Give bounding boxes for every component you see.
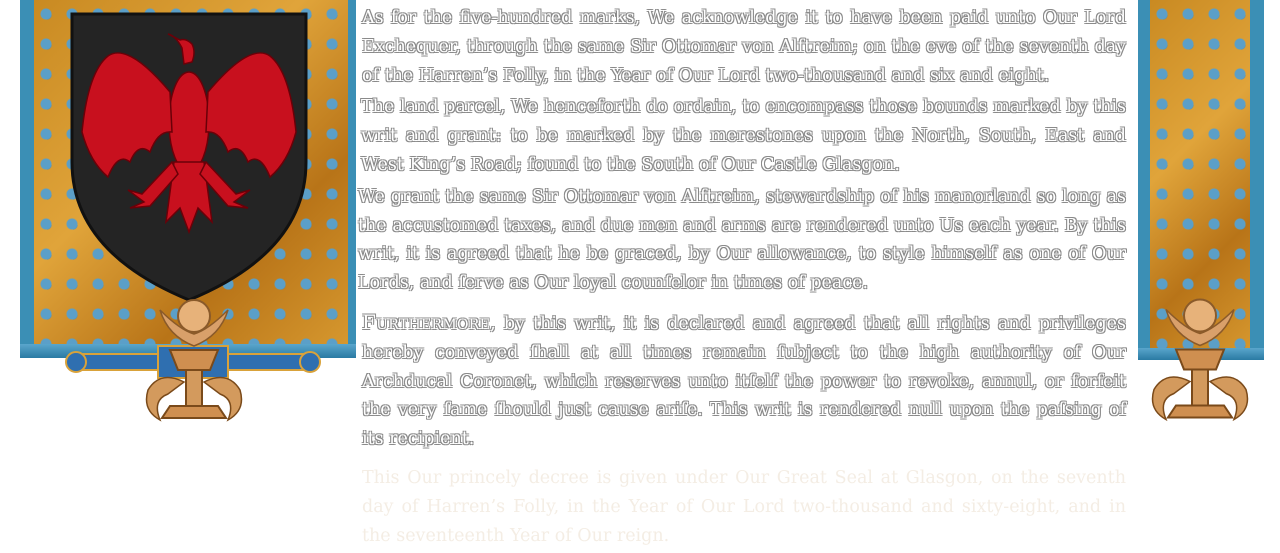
cherub-fountain-ornament-left [140,290,248,435]
furthermore-text: , by this writ, it is declared and agreed that all rights and privileges hereby conveyed ſhall at all times remain ſubject to the high authority of Our Archducal Coronet, which reserves unto itſelf the power to revoke, annul, or forfeit the very ſame ſhould just cause ariſe. This writ is rendered null upon the paſsing of its recipient. [362,313,1126,450]
paragraph-stewardship: We grant the same Sir Ottomar von Alftreim, stewardship of his manorland so long as the accustomed taxes, and due men and arms are rendered unto Us each year. By this writ, it is agreed that he be graced, by Our allowance, to style himself as one of Our Lords, and ſerve as Our loyal counſelor in times of peace. [358,186,1126,294]
cherub-fountain-ornament-right [1146,288,1254,436]
paragraph-payment: As for the five-hundred marks, We acknowledge it to have been paid unto Our Lord Exchequer, through the same Sir Ottomar von Alftreim; on the eve of the seventh day of the Harren’s Folly, in the Year of Our Lord two-thousand and six and eight. [362,8,1126,86]
paragraph-closing-decree: This Our princely decree is given under Our Great Seal at Glasgon, on the seventh day of Harren’s Folly, in the Year of Our Lord two-thousand and sixty-eight, and in the seventeenth Year of Our reign. [362,467,1126,546]
paragraph-land-parcel: The land parcel, We henceforth do ordain, to encompass those bounds marked by this writ and grant: to be marked by the merestones upon the North, South, East and West King’s Road; found to the South of Our Castle Glasgon. [361,97,1126,175]
furthermore-lead-word: Furthermore [362,309,491,334]
paragraph-furthermore [358,308,1126,454]
writ-document [358,4,1126,553]
coat-of-arms-shield-icon [68,12,310,302]
